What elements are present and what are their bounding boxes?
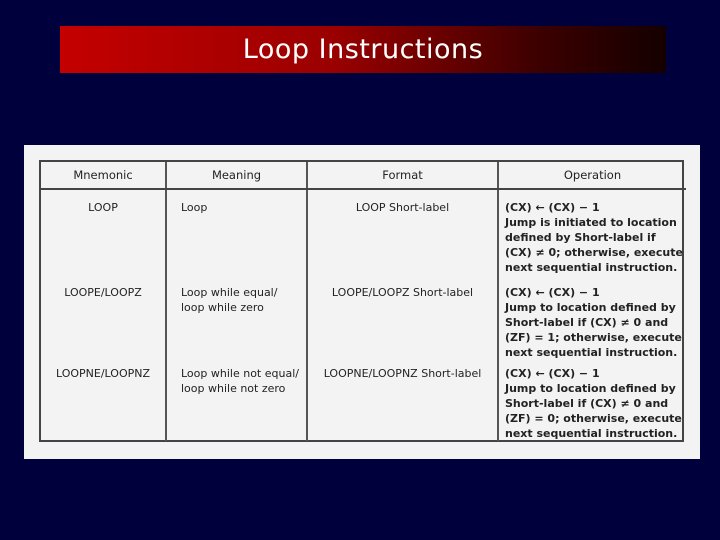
- loop-instructions-table-figure: [24, 145, 700, 459]
- format-cell: [307, 275, 498, 360]
- table-row: [41, 275, 686, 360]
- operation-line: (ZF) = 0; otherwise, execute: [505, 412, 682, 425]
- operation-line: (CX) ← (CX) − 1: [505, 201, 600, 214]
- mnemonic-text: LOOP: [88, 201, 118, 214]
- operation-line: Jump to location defined by: [505, 382, 676, 395]
- meaning-cell: [166, 360, 307, 441]
- meaning-cell: [166, 189, 307, 275]
- operation-line: (CX) ← (CX) − 1: [505, 286, 600, 299]
- meaning-line: Loop: [181, 201, 208, 214]
- operation-line: Short-label if (CX) ≠ 0 and: [505, 316, 669, 329]
- header-format: Format: [307, 162, 498, 189]
- mnemonic-cell: [41, 275, 166, 360]
- operation-line: Jump is initiated to location: [505, 216, 677, 229]
- header-operation: Operation: [498, 162, 686, 189]
- operation-line: (CX) ← (CX) − 1: [505, 367, 600, 380]
- loop-instructions-table: [41, 162, 686, 441]
- mnemonic-cell: [41, 189, 166, 275]
- operation-line: Short-label if (CX) ≠ 0 and: [505, 397, 669, 410]
- operation-cell: [498, 189, 686, 275]
- mnemonic-cell: [41, 360, 166, 441]
- meaning-cell: [166, 275, 307, 360]
- operation-line: Jump to location defined by: [505, 301, 676, 314]
- table-row: [41, 189, 686, 275]
- operation-line: (ZF) = 1; otherwise, execute: [505, 331, 682, 344]
- mnemonic-text: LOOPE/LOOPZ: [64, 286, 142, 299]
- meaning-line: loop while zero: [181, 301, 264, 314]
- meaning-line: Loop while not equal/: [181, 367, 299, 380]
- header-meaning: Meaning: [166, 162, 307, 189]
- slide-title: Loop Instructions: [242, 34, 484, 65]
- operation-line: next sequential instruction.: [505, 346, 678, 359]
- format-cell: [307, 189, 498, 275]
- format-cell: [307, 360, 498, 441]
- table-frame: [39, 160, 684, 442]
- operation-line: next sequential instruction.: [505, 261, 678, 274]
- table-row: [41, 360, 686, 441]
- operation-cell: [498, 275, 686, 360]
- operation-cell: [498, 360, 686, 441]
- format-text: LOOP Short-label: [355, 201, 450, 214]
- table-header-row: [41, 162, 686, 189]
- operation-line: defined by Short-label if: [505, 231, 656, 244]
- meaning-line: Loop while equal/: [181, 286, 278, 299]
- format-text: LOOPE/LOOPZ Short-label: [331, 286, 474, 299]
- title-banner: [60, 26, 666, 73]
- operation-line: (CX) ≠ 0; otherwise, execute: [505, 246, 683, 259]
- mnemonic-text: LOOPNE/LOOPNZ: [55, 367, 151, 380]
- meaning-line: loop while not zero: [181, 382, 286, 395]
- format-text: LOOPNE/LOOPNZ Short-label: [323, 367, 482, 380]
- header-mnemonic: Mnemonic: [41, 162, 166, 189]
- operation-line: next sequential instruction.: [505, 427, 678, 440]
